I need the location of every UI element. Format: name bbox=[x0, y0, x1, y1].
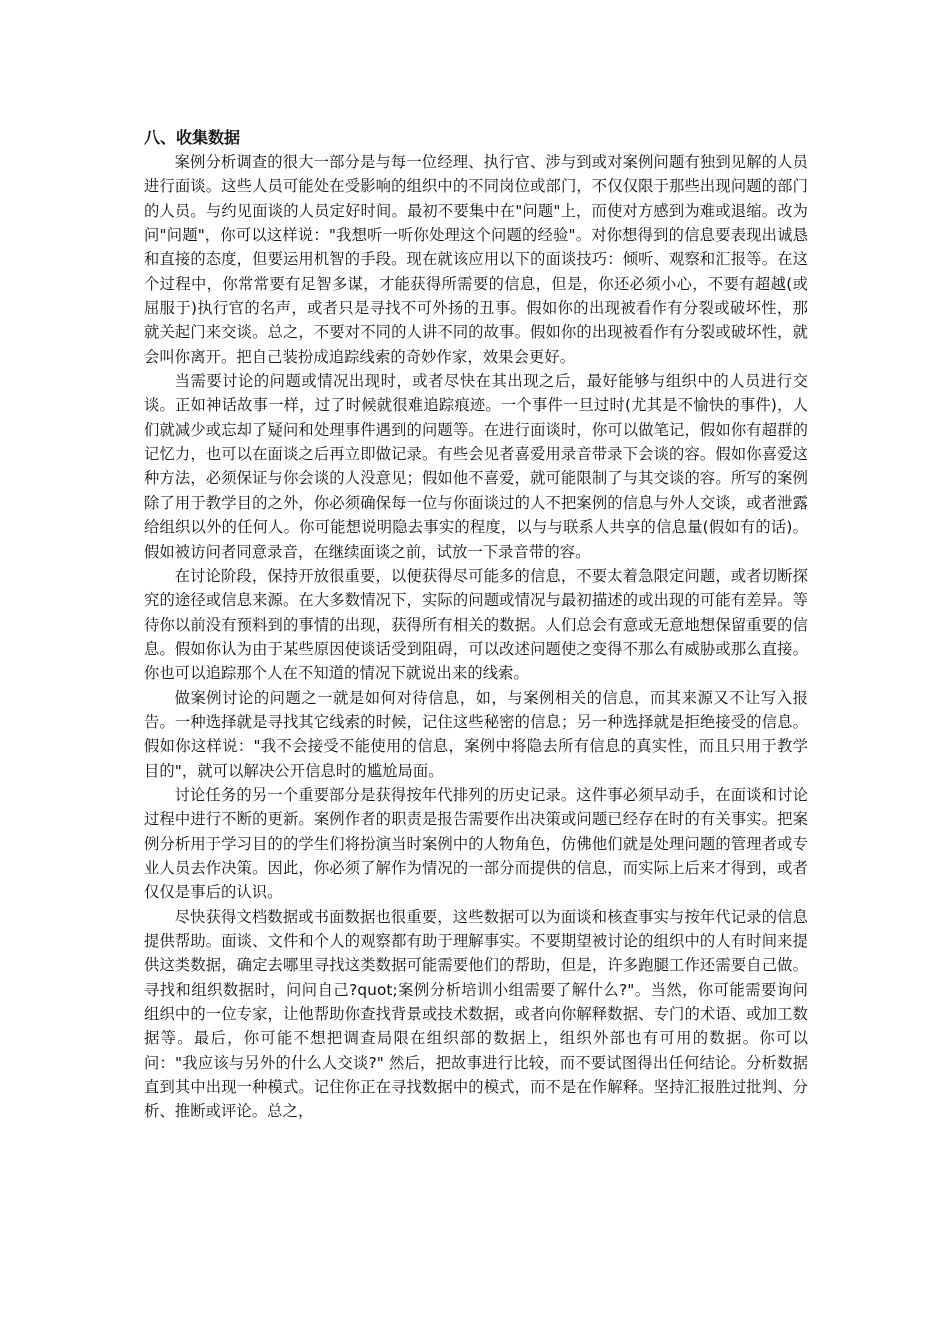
paragraph-documents: 尽快获得文档数据或书面数据也很重要，这些数据可以为面谈和核查事实与按年代记录的信息提供帮助。面谈、文件和个人的观察都有助于理解事实。不要期望被讨论的组织中的人有时间来提供这类数据，确定去哪里寻找这类数据可能需要他们的帮助，但是，许多跑腿工作还需要自己做。寻找和组织数据时，问问自己?quot;案例分析培训小组需要了解什么?"。当然，你可能需要询问组织中的一位专家，让他帮助你查找背景或技术数据，或者向你解释数据、专门的术语、或加工数据等。最后，你可能不想把调查局限在组织部的数据上，组织外部也有可用的数据。你可以问："我应该与另外的什么人交谈?" 然后，把故事进行比较，而不要试图得出任何结论。分析数据直到其中出现一种模式。记住你正在寻找数据中的模式，而不是在作解释。坚持汇报胜过批判、分析、推断或评论。总之， bbox=[144, 907, 808, 1121]
paragraph-interviews: 案例分析调查的很大一部分是与每一位经理、执行官、涉与到或对案例问题有独到见解的人员进行面谈。这些人员可能处在受影响的组织中的不同岗位或部门，不仅仅限于那些出现问题的部门的人员。与约见面谈的人员定好时间。最初不要集中在"问题"上，而使对方感到为难或退缩。改为问"问题"，你可以这样说："我想听一听你处理这个问题的经验"。对你想得到的信息要表现出诚恳和直接的态度，但要运用机智的手段。现在就该应用以下的面谈技巧：倾听、观察和汇报等。在这个过程中，你常常要有足智多谋，才能获得所需要的信息，但是，你还必须小心，不要有超越(或屈服于)执行官的名声，或者只是寻找不可外扬的丑事。假如你的出现被看作有分裂或破坏性，那就关起门来交谈。总之，不要对不同的人讲不同的故事。假如你的出现被看作有分裂或破坏性，就会叫你离开。把自己装扮成追踪线索的奇妙作家，效果会更好。 bbox=[144, 153, 808, 366]
paragraph-confidential-info: 做案例讨论的问题之一就是如何对待信息，如，与案例相关的信息，而其来源又不让写入报告。一种选择就是寻找其它线索的时候，记住这些秘密的信息；另一种选择就是拒绝接受的信息。假如你这样说："我不会接受不能使用的信息，案例中将隐去所有信息的真实性，而且只用于教学目的"，就可以解决公开信息时的尴尬局面。 bbox=[144, 688, 808, 780]
section-heading: 八、收集数据 bbox=[144, 128, 241, 147]
document-page bbox=[144, 126, 808, 1124]
paragraph-openness: 在讨论阶段，保持开放很重要，以便获得尽可能多的信息，不要太着急限定问题，或者切断探究的途径或信息来源。在大多数情况下，实际的问题或情况与最初描述的或出现的可能有差异。等待你以前没有预料到的事情的出现，获得所有相关的数据。人们总会有意或无意地想保留重要的信息。假如你认为由于某些原因使谈话受到阻碍，可以改述问题使之变得不那么有威胁或那么直接。你也可以追踪那个人在不知道的情况下就说出来的线索。 bbox=[144, 566, 808, 683]
paragraph-timing: 当需要讨论的问题或情况出现时，或者尽快在其出现之后，最好能够与组织中的人员进行交谈。正如神话故事一样，过了时候就很难追踪痕迹。一个事件一旦过时(尤其是不愉快的事件)，人们就减少或忘却了疑问和处理事件遇到的问题等。在进行面谈时，你可以做笔记，假如你有超群的记忆力，也可以在面谈之后再立即做记录。有些会见者喜爱用录音带录下会谈的容。假如你喜爱这种方法，必须保证与你会谈的人没意见；假如他不喜爱，就可能限制了与其交谈的容。所写的案例除了用于教学目的之外，你必须确保每一位与你面谈过的人不把案例的信息与外人交谈，或者泄露给组织以外的任何人。你可能想说明隐去事实的程度，以与与联系人共享的信息量(假如有的话)。假如被访问者同意录音，在继续面谈之前，试放一下录音带的容。 bbox=[144, 372, 808, 561]
paragraph-chronology: 讨论任务的另一个重要部分是获得按年代排列的历史记录。这件事必须早动手，在面谈和讨论过程中进行不断的更新。案例作者的职责是报告需要作出决策或问题已经存在时的有关事实。把案例分析用于学习目的的学生们将扮演当时案例中的人物角色，仿佛他们就是处理问题的管理者或专业人员去作决策。因此，你必须了解作为情况的一部分而提供的信息，而实际上后来才得到，或者仅仅是事后的认识。 bbox=[144, 785, 808, 902]
